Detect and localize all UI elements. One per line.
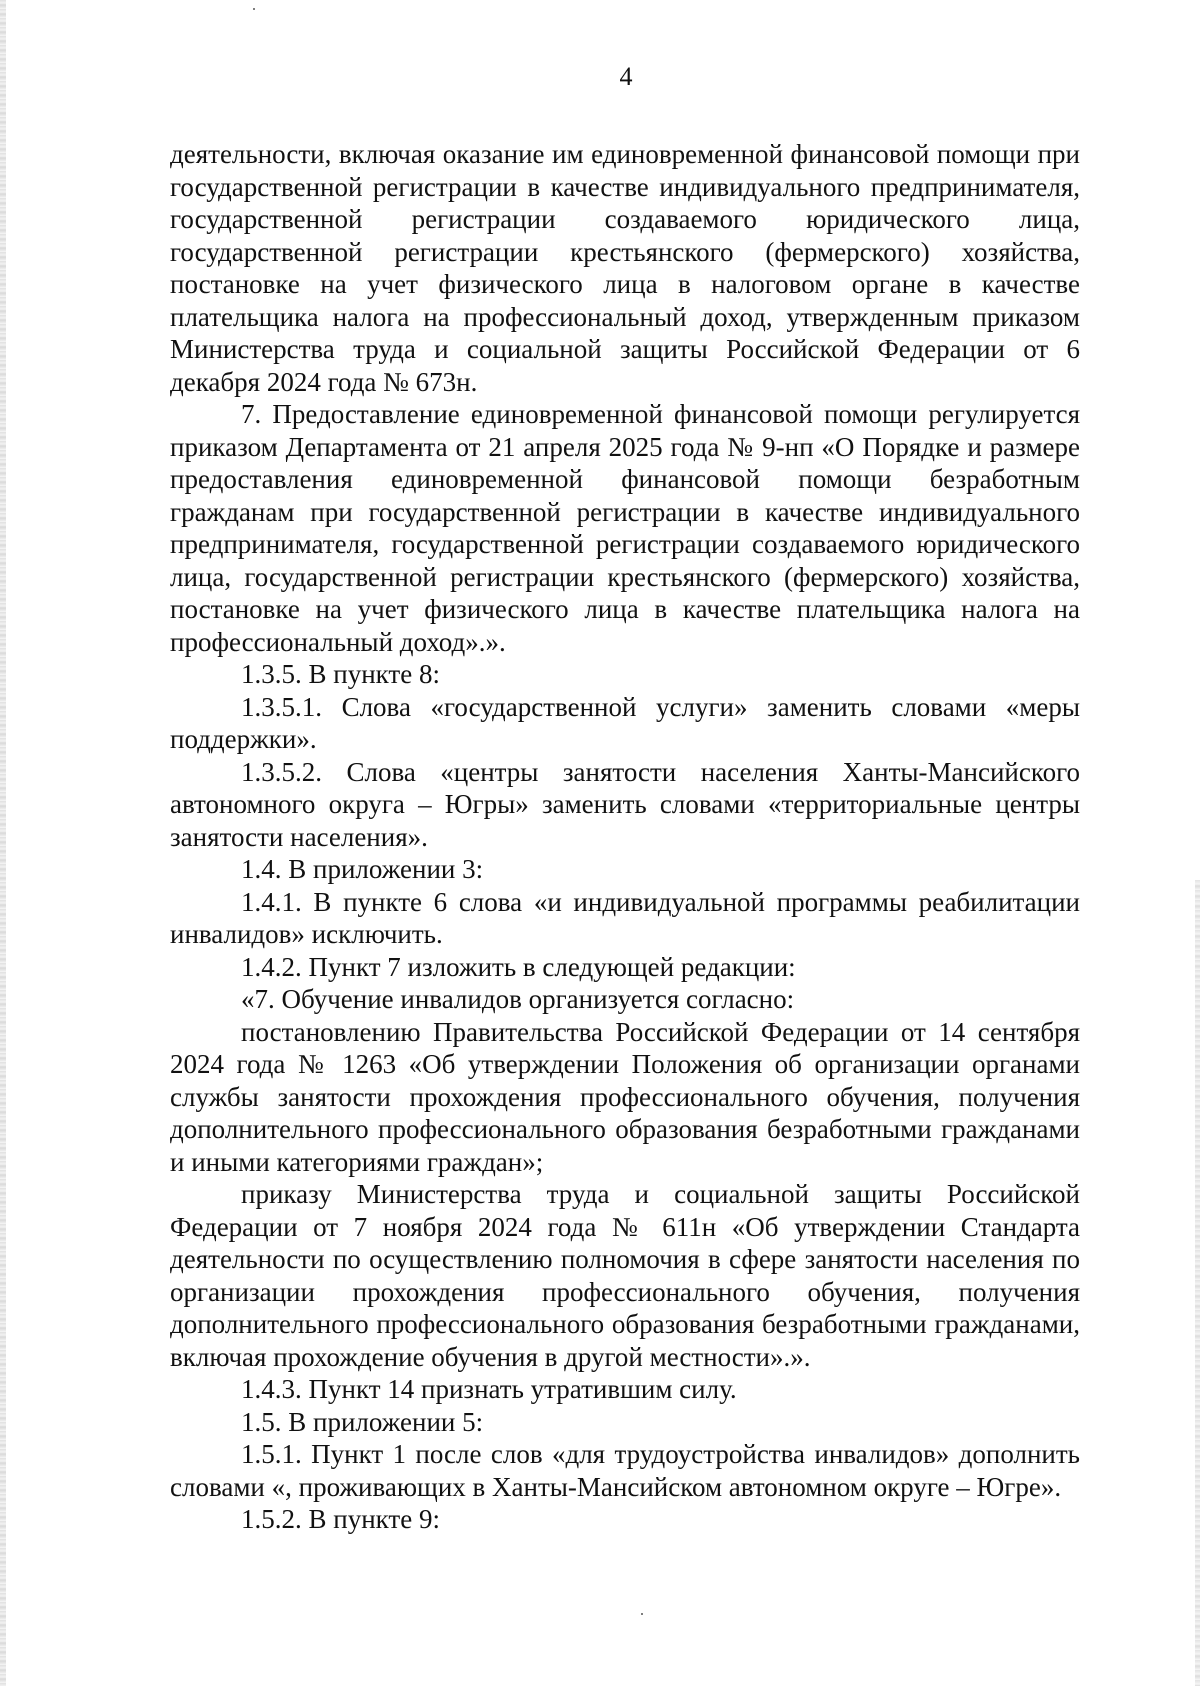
scan-speck [641, 1613, 643, 1615]
paragraph-government-decree: постановлению Правительства Российской Федерации от 14 сентября 2024 года № 1263 «Об утверждении Положения об организации органами службы занятости прохождения профессионального обучения, получения дополнительного профессионального образования безработными гражданами и иными категориями граждан»; [170, 1016, 1080, 1177]
paragraph-item-7-quote: «7. Обучение инвалидов организуется согласно: [241, 984, 795, 1014]
page-number: 4 [619, 62, 633, 91]
paragraph-continuation: деятельности, включая оказание им единовременной финансовой помощи при государственной регистрации в качестве индивидуального предпринимателя, государственной регистрации создаваемого юридического лица, государственной регистрации крестьянского (фермерского) хозяйства, постановке на учет физического лица в налоговом органе в качестве плательщика налога на профессиональный доход, утвержденным приказом Министерства труда и социальной защиты Российской Федерации от 6 декабря 2024 года № 673н. [170, 139, 1080, 397]
scan-speck [253, 8, 255, 10]
paragraph-1-5-2: 1.5.2. В пункте 9: [241, 1504, 440, 1534]
paragraph-1-3-5-2: 1.3.5.2. Слова «центры занятости населения Ханты-Мансийского автономного округа – Югры» заменить словами «территориальные центры занятости населения». [170, 756, 1080, 852]
paragraph-1-3-5-1: 1.3.5.1. Слова «государственной услуги» заменить словами «меры поддержки». [170, 691, 1080, 754]
paragraph-1-5: 1.5. В приложении 5: [241, 1406, 484, 1437]
paragraph-item-7: 7. Предоставление единовременной финансовой помощи регулируется приказом Департамента от 21 апреля 2025 года № 9-нп «О Порядке и размере предоставления единовременной финансовой помощи безработным гражданам при государственной регистрации в качестве индивидуального предпринимателя, государственной регистрации создаваемого юридического лица, государственной регистрации крестьянского (фермерского) хозяйства, постановке на учет физического лица в качестве плательщика налога на профессиональный доход».». [170, 399, 1080, 657]
document-body [170, 138, 1080, 1536]
paragraph-1-4-1: 1.4.1. В пункте 6 слова «и индивидуальной программы реабилитации инвалидов» исключить. [170, 886, 1080, 949]
paragraph-1-4-2: 1.4.2. Пункт 7 изложить в следующей редакции: [241, 951, 796, 982]
scan-edge-left [0, 0, 6, 1686]
paragraph-1-5-1: 1.5.1. Пункт 1 после слов «для трудоустройства инвалидов» дополнить словами «, проживающих в Ханты-Мансийском автономном округе – Югре». [170, 1439, 1080, 1502]
paragraph-1-4-3: 1.4.3. Пункт 14 признать утратившим силу. [241, 1374, 737, 1404]
paragraph-ministry-order: приказу Министерства труда и социальной защиты Российской Федерации от 7 ноября 2024 года № 611н «Об утверждении Стандарта деятельности по осуществлению полномочия в сфере занятости населения по организации прохождения профессионального обучения, получения дополнительного профессионального образования безработными гражданами, включая прохождение обучения в другой местности».». [170, 1179, 1080, 1372]
paragraph-1-4: 1.4. В приложении 3: [241, 854, 484, 884]
scan-edge-right [1195, 880, 1200, 1686]
paragraph-1-3-5: 1.3.5. В пункте 8: [241, 659, 440, 689]
